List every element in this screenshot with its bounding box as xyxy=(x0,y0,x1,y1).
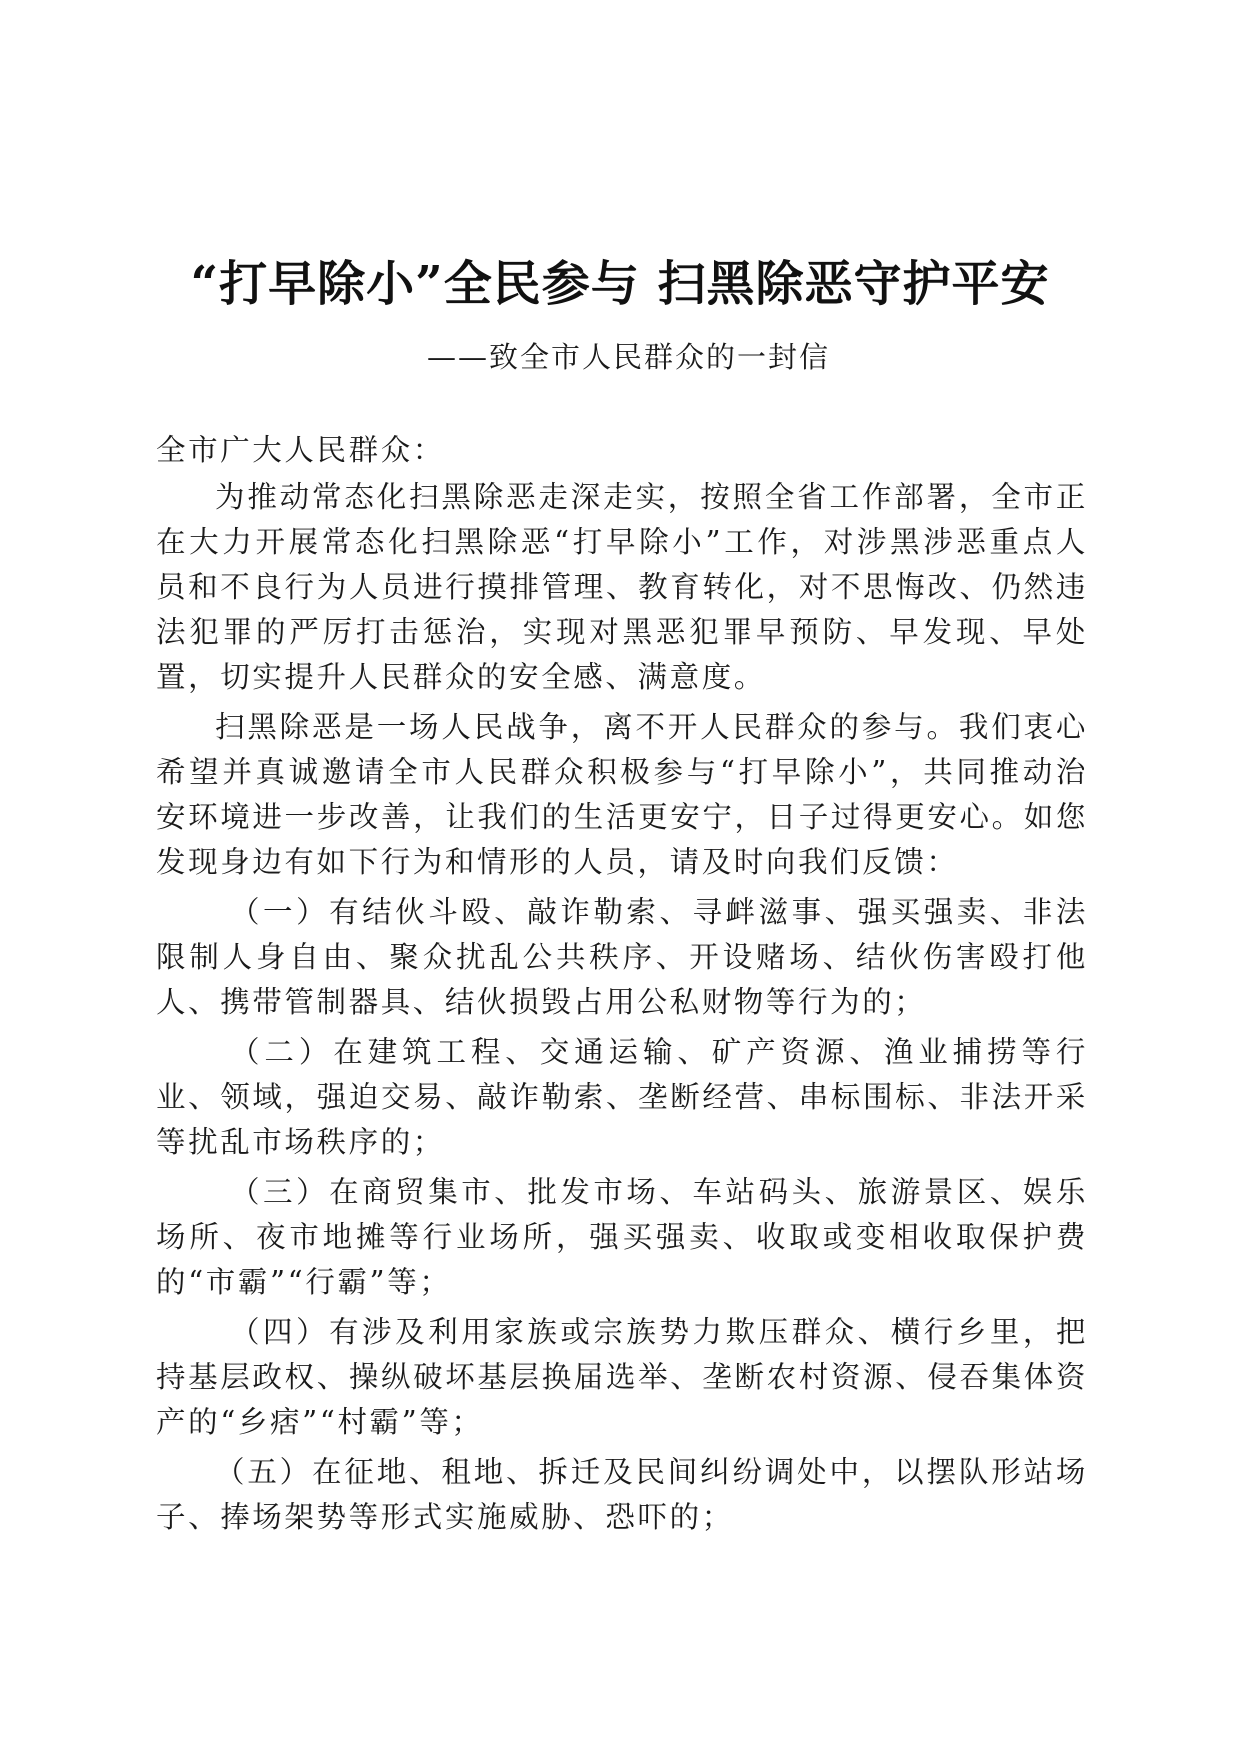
document-title: “打早除小”全民参与 扫黑除恶守护平安 xyxy=(190,256,1050,312)
list-item-5: （五）在征地、租地、拆迁及民间纠纷调处中，以摆队形站场子、捧场架势等形式实施威胁、恐吓的； xyxy=(156,1455,1088,1534)
paragraph-intro: 为推动常态化扫黑除恶走深走实，按照全省工作部署，全市正在大力开展常态化扫黑除恶“打早除小”工作，对涉黑涉恶重点人员和不良行为人员进行摸排管理、教育转化，对不思悔改、仍然违法犯罪的严厉打击惩治，实现对黑恶犯罪早预防、早发现、早处置，切实提升人民群众的安全感、满意度。 xyxy=(156,480,1088,694)
letter-body xyxy=(156,428,1088,1545)
salutation: 全市广大人民群众： xyxy=(156,433,445,467)
list-item-1: （一）有结伙斗殴、敲诈勒索、寻衅滋事、强买强卖、非法限制人身自由、聚众扰乱公共秩序、开设赌场、结伙伤害殴打他人、携带管制器具、结伙损毁占用公私财物等行为的； xyxy=(156,895,1088,1019)
paragraph-appeal: 扫黑除恶是一场人民战争，离不开人民群众的参与。我们衷心希望并真诚邀请全市人民群众积极参与“打早除小”，共同推动治安环境进一步改善，让我们的生活更安宁，日子过得更安心。如您发现身边有如下行为和情形的人员，请及时向我们反馈： xyxy=(156,710,1088,879)
list-item-3: （三）在商贸集市、批发市场、车站码头、旅游景区、娱乐场所、夜市地摊等行业场所，强买强卖、收取或变相收取保护费的“市霸”“行霸”等； xyxy=(156,1175,1088,1299)
document-subtitle: ——致全市人民群众的一封信 xyxy=(426,340,830,374)
list-item-4: （四）有涉及利用家族或宗族势力欺压群众、横行乡里，把持基层政权、操纵破坏基层换届选举、垄断农村资源、侵吞集体资产的“乡痞”“村霸”等； xyxy=(156,1315,1088,1439)
list-item-2: （二）在建筑工程、交通运输、矿产资源、渔业捕捞等行业、领域，强迫交易、敲诈勒索、垄断经营、串标围标、非法开采等扰乱市场秩序的； xyxy=(156,1035,1088,1159)
